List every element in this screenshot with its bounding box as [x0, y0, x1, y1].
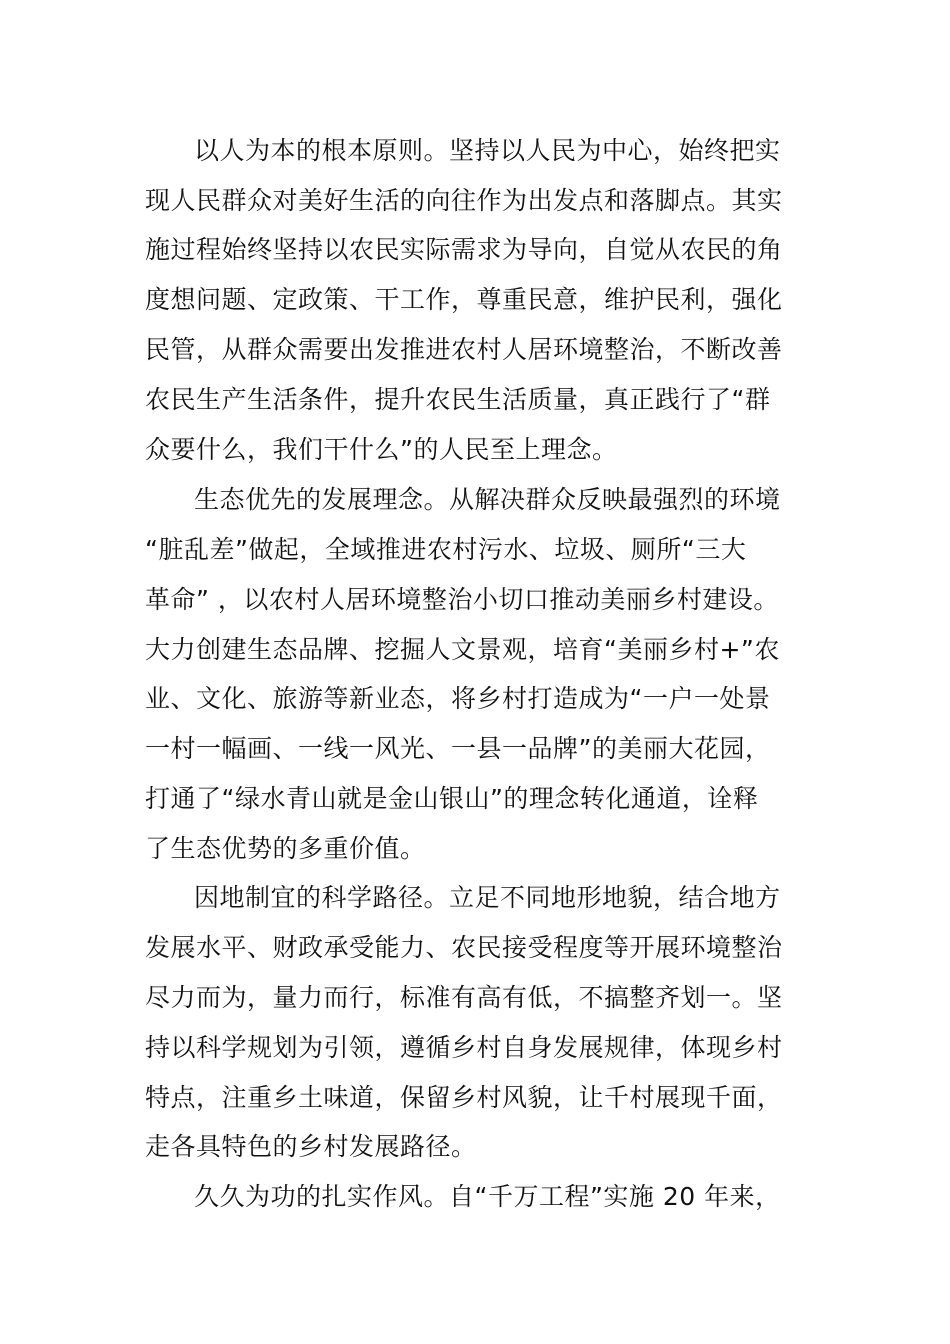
paragraph-1-line-6: 农民生产生活条件，提升农民生活质量，真正践行了“群	[145, 385, 771, 414]
paragraph-2-line-5: 业、文化、旅游等新业态，将乡村打造成为“一户一处景	[145, 684, 771, 713]
paragraph-3-line-5: 特点，注重乡土味道，保留乡村风貌，让千村展现千面，	[145, 1083, 783, 1112]
paragraph-2-line-8: 了生态优势的多重价值。	[145, 834, 426, 863]
paragraph-1-line-5: 民管，从群众需要出发推进农村人居环境整治，不断改善	[145, 335, 783, 364]
paragraph-2-line-4: 大力创建生态品牌、挖掘人文景观，培育“美丽乡村+”农	[145, 635, 780, 664]
paragraph-2-line-1: 生态优先的发展理念。从解决群众反映最强烈的环境	[194, 485, 781, 514]
paragraph-3-line-3: 尽力而为，量力而行，标准有高有低，不搞整齐划一。坚	[145, 983, 783, 1012]
paragraph-3-line-6: 走各具特色的乡村发展路径。	[145, 1132, 477, 1161]
paragraph-2-line-7: 打通了“绿水青山就是金山银山”的理念转化通道，诠释	[145, 784, 759, 813]
paragraph-1-line-3: 施过程始终坚持以农民实际需求为导向，自觉从农民的角	[145, 235, 783, 264]
paragraph-1-line-2: 现人民群众对美好生活的向往作为出发点和落脚点。其实	[145, 186, 783, 215]
paragraph-1-line-1: 以人为本的根本原则。坚持以人民为中心，始终把实	[194, 136, 781, 165]
paragraph-2-line-3: 革命” ，以农村人居环境整治小切口推动美丽乡村建设。	[145, 585, 779, 614]
paragraph-2-line-6: 一村一幅画、一线一风光、一县一品牌”的美丽大花园，	[145, 734, 771, 763]
paragraph-4-line-1: 久久为功的扎实作风。自“千万工程”实施 20 年来，	[194, 1182, 781, 1211]
paragraph-2-line-2: “脏乱差”做起，全域推进农村污水、垃圾、厕所“三大	[145, 535, 747, 564]
paragraph-3-line-1: 因地制宜的科学路径。立足不同地形地貌，结合地方	[194, 883, 781, 912]
paragraph-1-line-4: 度想问题、定政策、干工作，尊重民意，维护民利，强化	[145, 285, 783, 314]
paragraph-3-line-2: 发展水平、财政承受能力、农民接受程度等开展环境整治	[145, 933, 783, 962]
paragraph-1-line-7: 众要什么，我们干什么”的人民至上理念。	[145, 435, 618, 464]
paragraph-3-line-4: 持以科学规划为引领，遵循乡村自身发展规律，体现乡村	[145, 1033, 783, 1062]
